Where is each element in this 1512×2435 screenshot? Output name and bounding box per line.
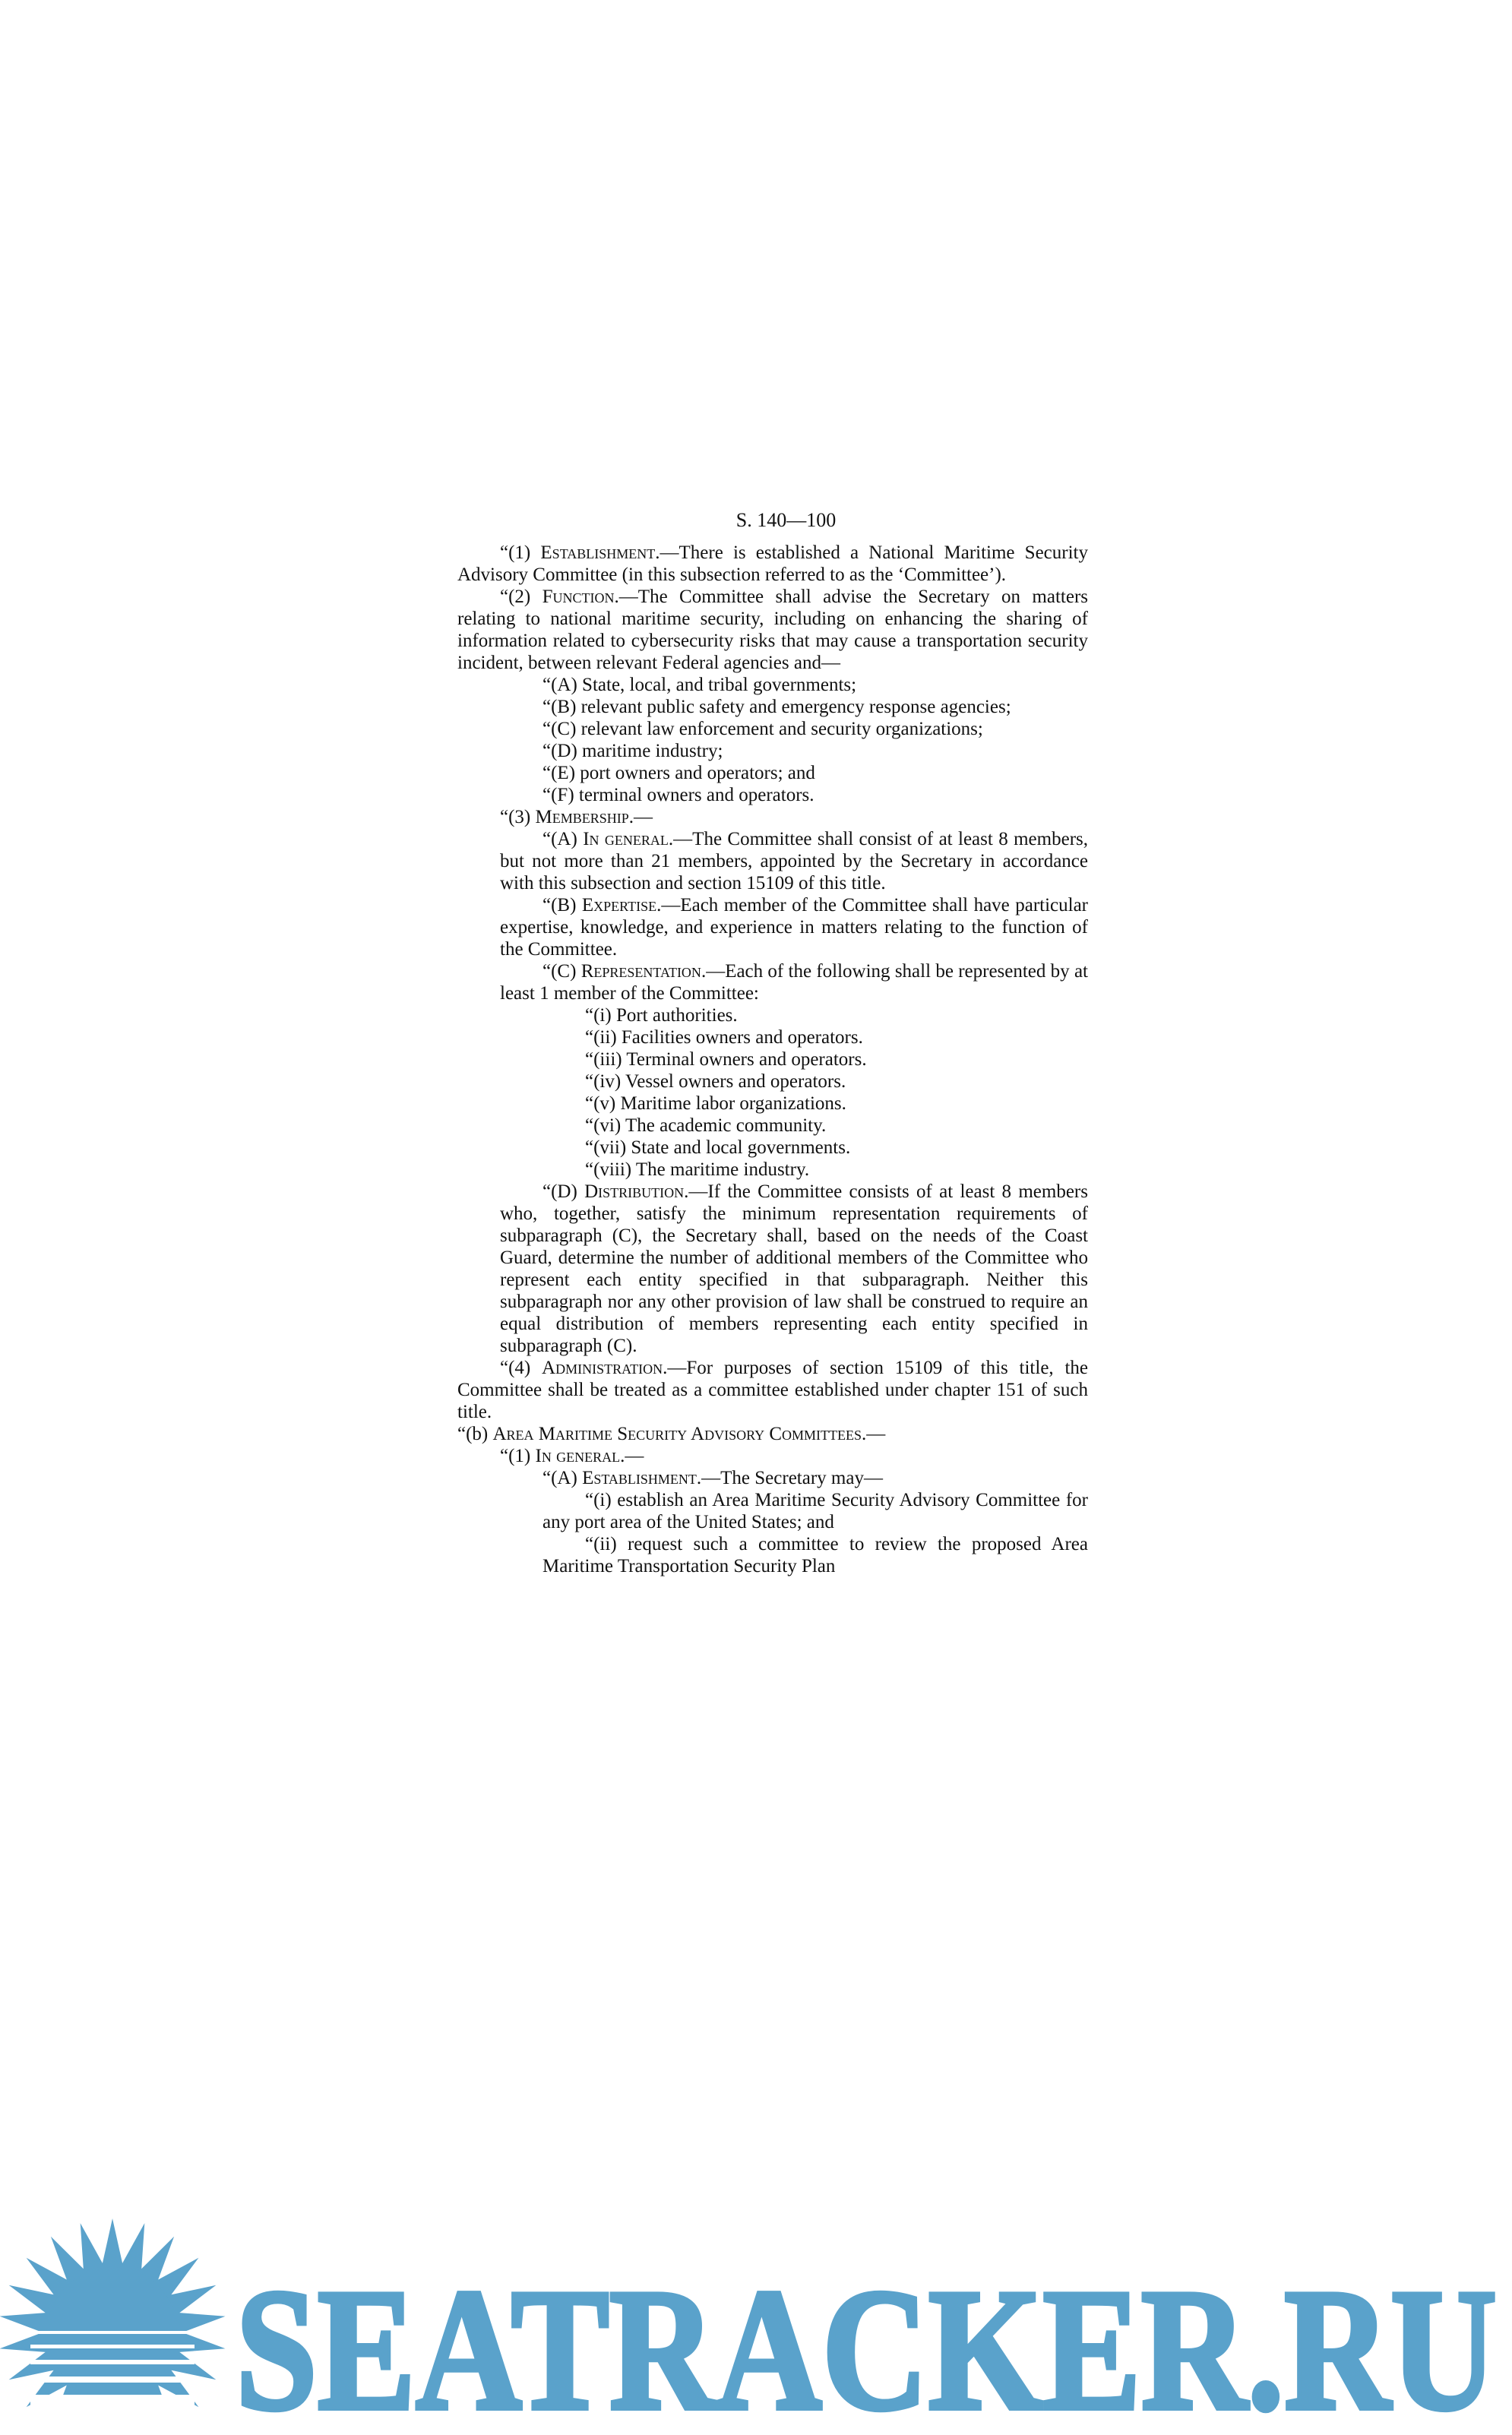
- clause-3c-viii: “(viii) The maritime industry.: [585, 1159, 810, 1180]
- heading-in-general: In general: [583, 829, 669, 849]
- subparagraph-3a: “(A) In general.—The Committee shall consist of at least 8 members, but not more than 21 members, appointed by the Secretary in accordance with this subsection and section 15109 of this title.: [500, 829, 1089, 893]
- subparagraph-2f: “(F) terminal owners and operators.: [542, 785, 815, 805]
- subparagraph-3d: “(D) Distribution.—If the Committee consists of at least 8 members who, together, satisfy the minimum representation requirements of subparagraph (C), the Secretary shall, based on the needs of the Coast Guard, determine the number of additional members of the Committee who represent each entity specified in that subparagraph. Neither this subparagraph nor any other provision of law shall be construed to require an equal distribution of members representing each entity specified in subparagraph (C).: [500, 1181, 1088, 1356]
- heading-function: Function: [542, 587, 615, 607]
- subparagraph-3c: “(C) Representation.—Each of the following shall be represented by at least 1 member of the Committee:: [500, 961, 1088, 1004]
- heading-area-committees: Area Maritime Security Advisory Committees: [492, 1424, 862, 1444]
- subparagraph-2d: “(D) maritime industry;: [542, 741, 723, 761]
- subparagraph-3b: “(B) Expertise.—Each member of the Committee shall have particular expertise, knowledge, and experience in matters relating to the function of the Committee.: [500, 895, 1088, 960]
- heading-representation: Representation: [580, 961, 701, 982]
- clause-3c-iv: “(iv) Vessel owners and operators.: [585, 1071, 846, 1092]
- clause-3c-ii: “(ii) Facilities owners and operators.: [585, 1027, 863, 1048]
- sun-icon: [0, 2218, 226, 2431]
- paragraph-4: “(4) Administration.—For purposes of section 15109 of this title, the Committee shall be treated as a committee established under chapter 151 of such title.: [457, 1358, 1089, 1422]
- clause-3c-vii: “(vii) State and local governments.: [585, 1137, 851, 1158]
- subparagraph-2a: “(A) State, local, and tribal governments;: [542, 675, 857, 695]
- paragraph-1: “(1) Establishment.—There is established a National Maritime Security Advisory Committee (in this subsection referred to as the ‘Committee’).: [457, 542, 1088, 585]
- subsection-b: “(b) Area Maritime Security Advisory Committees.—: [457, 1424, 886, 1444]
- heading-b1a-establishment: Establishment: [582, 1468, 697, 1488]
- heading-membership: Membership: [535, 807, 629, 827]
- clause-3c-iii: “(iii) Terminal owners and operators.: [585, 1049, 867, 1070]
- watermark-graphic: [0, 2203, 1512, 2431]
- heading-administration: Administration: [542, 1358, 663, 1378]
- subparagraph-2c: “(C) relevant law enforcement and security organizations;: [542, 719, 983, 739]
- clause-3c-i: “(i) Port authorities.: [585, 1005, 738, 1026]
- clause-b1a-ii: “(ii) request such a committee to review the proposed Area Maritime Transportation Security Plan: [542, 1534, 1088, 1576]
- heading-b1-in-general: In general: [535, 1446, 621, 1466]
- clause-3c-vi: “(vi) The academic community.: [585, 1115, 827, 1136]
- subparagraph-b1a: “(A) Establishment.—The Secretary may—: [542, 1468, 883, 1488]
- paragraph-b1: “(1) In general.—: [500, 1446, 644, 1466]
- watermark: [0, 2203, 1512, 2431]
- heading-distribution: Distribution: [584, 1181, 685, 1202]
- heading-expertise: Expertise: [581, 895, 657, 915]
- subparagraph-2e: “(E) port owners and operators; and: [542, 763, 815, 783]
- subparagraph-2b: “(B) relevant public safety and emergency response agencies;: [542, 697, 1011, 717]
- clause-b1a-i: “(i) establish an Area Maritime Security Advisory Committee for any port area of the United States; and: [542, 1490, 1088, 1532]
- clause-3c-v: “(v) Maritime labor organizations.: [585, 1093, 846, 1114]
- paragraph-3: “(3) Membership.—: [500, 807, 653, 827]
- document-page: [457, 509, 1088, 1577]
- watermark-text: SEATRACKER.RU: [236, 2253, 1497, 2431]
- heading-establishment: Establishment: [540, 542, 656, 563]
- paragraph-2: “(2) Function.—The Committee shall advise the Secretary on matters relating to national maritime security, including on enhancing the sharing of information related to cybersecurity risks that may cause a transportation security incident, between relevant Federal agencies and—: [457, 587, 1089, 673]
- page-number: S. 140—100: [735, 509, 837, 531]
